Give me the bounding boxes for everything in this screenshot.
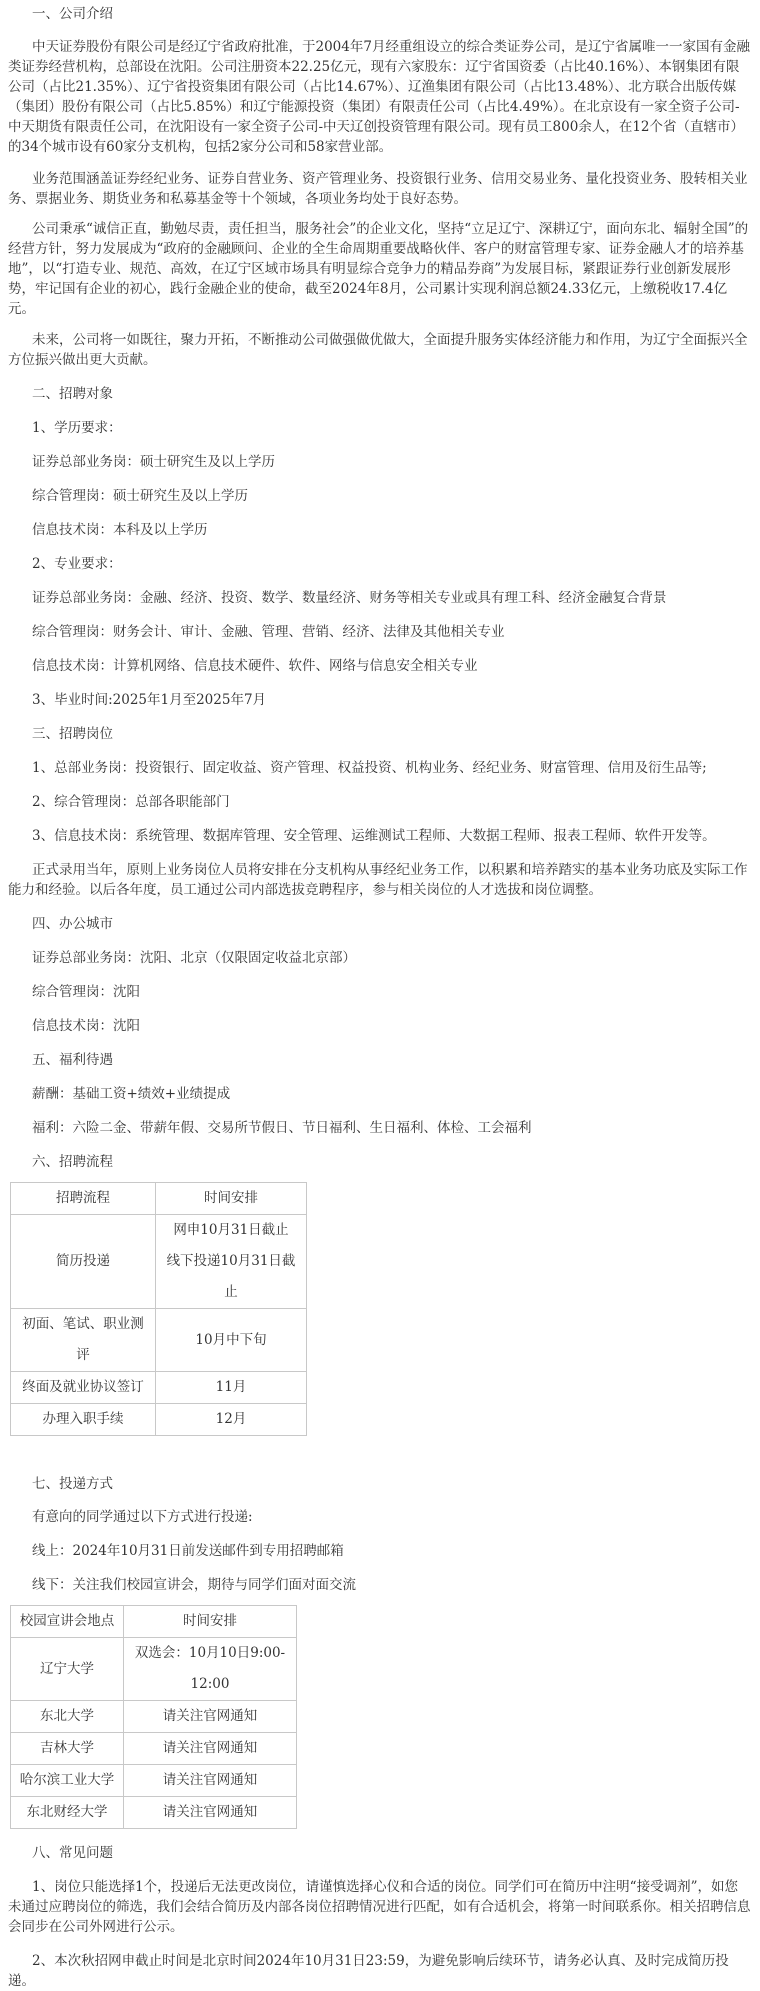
table-row xyxy=(11,1372,307,1404)
table-header-cell: 招聘流程 xyxy=(11,1183,156,1215)
major-item: 信息技术岗：计算机网络、信息技术硬件、软件、网络与信息安全相关专业 xyxy=(32,658,478,674)
table-row xyxy=(11,1309,307,1372)
table-cell-time-line: 线下投递10月31日截止 xyxy=(166,1253,296,1300)
table-cell-time: 请关注官网通知 xyxy=(124,1797,297,1829)
table-cell-time: 请关注官网通知 xyxy=(124,1701,297,1733)
table-cell-time xyxy=(156,1215,307,1309)
table-row xyxy=(11,1404,307,1436)
position-item: 3、信息技术岗：系统管理、数据库管理、安全管理、运维测试工程师、大数据工程师、报表工程师、软件开发等。 xyxy=(32,828,716,844)
table-cell-step: 简历投递 xyxy=(11,1215,156,1309)
section-title-application: 七、投递方式 xyxy=(32,1476,113,1492)
table-cell-time: 请关注官网通知 xyxy=(124,1765,297,1797)
table-cell-time: 10月中下旬 xyxy=(156,1309,307,1372)
table-row xyxy=(11,1701,297,1733)
table-cell-step: 终面及就业协议签订 xyxy=(11,1372,156,1404)
table-cell-time: 11月 xyxy=(156,1372,307,1404)
education-item: 信息技术岗：本科及以上学历 xyxy=(32,522,208,538)
business-scope-paragraph: 业务范围涵盖证券经纪业务、证券自营业务、资产管理业务、投资银行业务、信用交易业务、量化投资业务、股转相关业务、票据业务、期货业务和私募基金等十个领域，各项业务均处于良好态势。 xyxy=(8,171,748,207)
education-item: 综合管理岗：硕士研究生及以上学历 xyxy=(32,488,248,504)
table-cell-time: 双选会：10月10日9:00-12:00 xyxy=(124,1638,297,1701)
table-row xyxy=(11,1215,307,1309)
faq-item: 2、本次秋招网申截止时间是北京时间2024年10月31日23:59，为避免影响后续环节，请务必认真、及时完成简历投递。 xyxy=(8,1953,729,1989)
table-header-row xyxy=(11,1606,297,1638)
table-cell-step: 初面、笔试、职业测评 xyxy=(11,1309,156,1372)
office-city-item: 综合管理岗：沈阳 xyxy=(32,984,140,1000)
campus-talk-table xyxy=(10,1605,297,1829)
table-header-row xyxy=(11,1183,307,1215)
office-city-item: 证券总部业务岗：沈阳、北京（仅限固定收益北京部） xyxy=(32,950,356,966)
application-online: 线上：2024年10月31日前发送邮件到专用招聘邮箱 xyxy=(32,1543,344,1559)
education-requirement-title: 1、学历要求： xyxy=(32,420,122,436)
major-item: 证券总部业务岗：金融、经济、投资、数学、数量经济、财务等相关专业或具有理工科、经济金融复合背景 xyxy=(32,590,667,606)
table-cell-time: 12月 xyxy=(156,1404,307,1436)
major-requirement-title: 2、专业要求： xyxy=(32,556,122,572)
table-row xyxy=(11,1765,297,1797)
section-title-process: 六、招聘流程 xyxy=(32,1154,113,1170)
table-row xyxy=(11,1733,297,1765)
table-cell-place: 吉林大学 xyxy=(11,1733,124,1765)
position-item: 2、综合管理岗：总部各职能部门 xyxy=(32,794,230,810)
table-header-cell: 时间安排 xyxy=(156,1183,307,1215)
table-cell-place: 辽宁大学 xyxy=(11,1638,124,1701)
table-header-cell: 校园宣讲会地点 xyxy=(11,1606,124,1638)
table-row xyxy=(11,1797,297,1829)
table-cell-time-line: 网申10月31日截止 xyxy=(173,1222,289,1238)
section-title-benefits: 五、福利待遇 xyxy=(32,1052,113,1068)
process-table xyxy=(10,1182,307,1436)
company-intro-paragraph: 中天证券股份有限公司是经辽宁省政府批准，于2004年7月经重组设立的综合类证券公司，是辽宁省属唯一一家国有金融类证券经营机构，总部设在沈阳。公司注册资本22.25亿元，现有六家股东：辽宁省国资委（占比40.16%）、本钢集团有限公司（占比21.35%）、辽宁省投资集团有限公司（占比14.67%）、辽渔集团有限公司（占比13.48%）、北方联合出版传媒（集团）股份有限公司（占比5.85%）和辽宁能源投资（集团）有限责任公司（占比4.49%）。在北京设有一家全资子公司-中天期货有限责任公司，在沈阳设有一家全资子公司-中天辽创投资管理有限公司。现有员工800余人，在12个省（直辖市）的34个城市设有60家分支机构，包括2家分公司和58家营业部。 xyxy=(8,39,750,155)
welfare-text: 福利：六险二金、带薪年假、交易所节假日、节日福利、生日福利、体检、工会福利 xyxy=(32,1120,532,1136)
company-future-paragraph: 未来，公司将一如既往，聚力开拓，不断推动公司做强做优做大，全面提升服务实体经济能力和作用，为辽宁全面振兴全方位振兴做出更大贡献。 xyxy=(8,332,748,368)
position-note: 正式录用当年，原则上业务岗位人员将安排在分支机构从事经纪业务工作，以积累和培养踏实的基本业务功底及实际工作能力和经验。以后各年度，员工通过公司内部选拔竞聘程序，参与相关岗位的人才选拔和岗位调整。 xyxy=(8,862,748,898)
salary-text: 薪酬：基础工资+绩效+业绩提成 xyxy=(32,1086,231,1102)
table-cell-place: 东北财经大学 xyxy=(11,1797,124,1829)
application-offline: 线下：关注我们校园宣讲会，期待与同学们面对面交流 xyxy=(32,1577,356,1593)
section-title-company-intro: 一、公司介绍 xyxy=(32,6,113,22)
graduation-time: 3、毕业时间:2025年1月至2025年7月 xyxy=(32,692,267,708)
table-cell-time: 请关注官网通知 xyxy=(124,1733,297,1765)
section-title-positions: 三、招聘岗位 xyxy=(32,726,113,742)
table-cell-place: 哈尔滨工业大学 xyxy=(11,1765,124,1797)
table-header-cell: 时间安排 xyxy=(124,1606,297,1638)
company-culture-paragraph: 公司秉承“诚信正直，勤勉尽责，责任担当，服务社会”的企业文化，坚持“立足辽宁、深耕辽宁，面向东北、辐射全国”的经营方针，努力发展成为“政府的金融顾问、企业的全生命周期重要战略伙伴、客户的财富管理专家、证券金融人才的培养基地”，以“打造专业、规范、高效，在辽宁区域市场具有明显综合竞争力的精品券商”为发展目标，紧跟证券行业创新发展形势，牢记国有企业的初心，践行金融企业的使命，截至2024年8月，公司累计实现利润总额24.33亿元，上缴税收17.4亿元。 xyxy=(8,221,749,317)
faq-item: 1、岗位只能选择1个，投递后无法更改岗位，请谨慎选择心仪和合适的岗位。同学们可在简历中注明“接受调剂”，如您未通过应聘岗位的筛选，我们会结合简历及内部各岗位招聘情况进行匹配，如有合适机会，将第一时间联系你。相关招聘信息会同步在公司外网进行公示。 xyxy=(8,1879,751,1935)
table-cell-step: 办理入职手续 xyxy=(11,1404,156,1436)
table-cell-place: 东北大学 xyxy=(11,1701,124,1733)
section-title-faq: 八、常见问题 xyxy=(32,1845,113,1861)
section-title-office-city: 四、办公城市 xyxy=(32,916,113,932)
office-city-item: 信息技术岗：沈阳 xyxy=(32,1018,140,1034)
table-row xyxy=(11,1638,297,1701)
major-item: 综合管理岗：财务会计、审计、金融、管理、营销、经济、法律及其他相关专业 xyxy=(32,624,505,640)
section-title-recruit-target: 二、招聘对象 xyxy=(32,386,113,402)
position-item: 1、总部业务岗：投资银行、固定收益、资产管理、权益投资、机构业务、经纪业务、财富管理、信用及衍生品等; xyxy=(32,760,707,776)
application-intro: 有意向的同学通过以下方式进行投递: xyxy=(32,1509,253,1525)
education-item: 证券总部业务岗：硕士研究生及以上学历 xyxy=(32,454,275,470)
